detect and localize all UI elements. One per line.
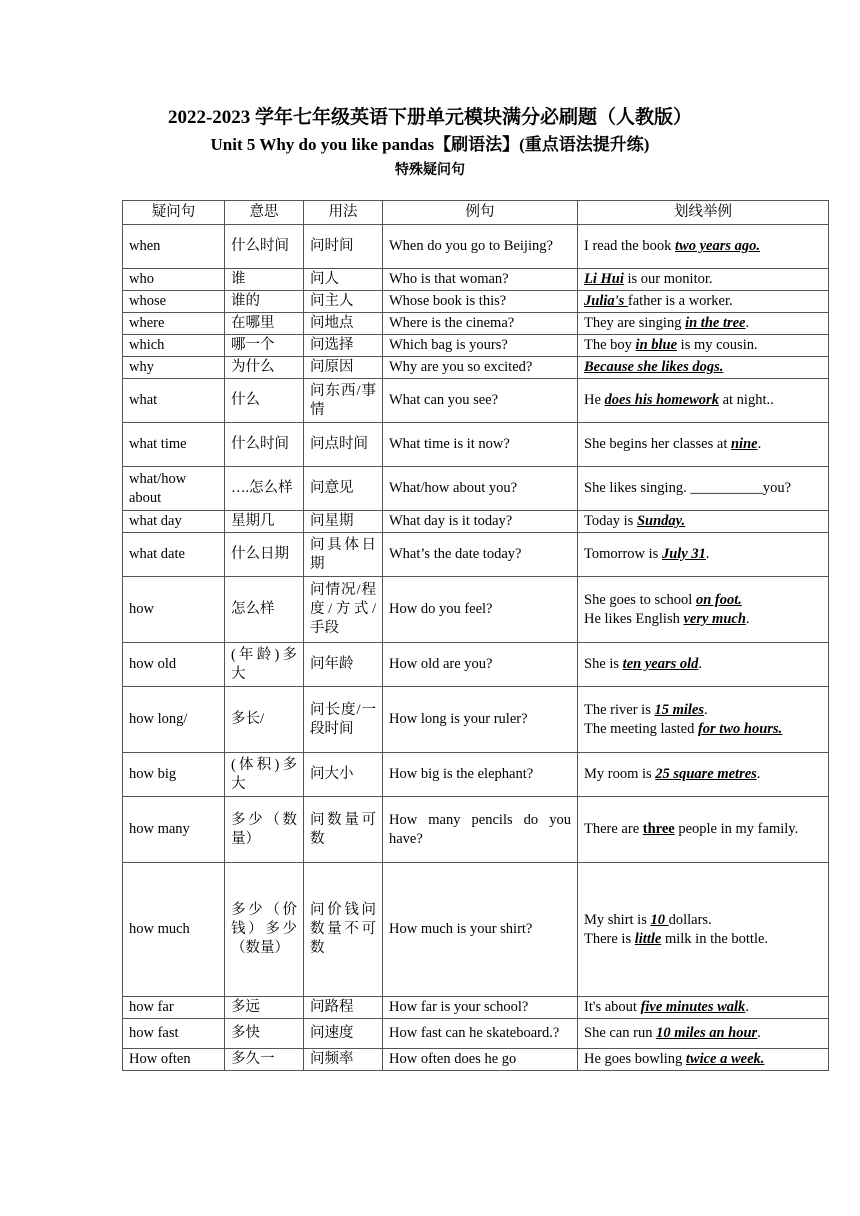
answer-blank: __________ — [690, 480, 763, 496]
usage-cell: 问数量可数 — [304, 797, 383, 863]
meaning-cell: (体积)多大 — [225, 753, 304, 797]
meaning-cell: 什么 — [225, 379, 304, 423]
meaning-cell: 多远 — [225, 997, 304, 1019]
underlined-phrase: Li Hui — [584, 271, 624, 287]
underlined-example-cell — [578, 269, 829, 291]
example-text: Tomorrow is — [584, 546, 662, 562]
question-word-cell: why — [123, 357, 225, 379]
question-word-cell: how fast — [123, 1019, 225, 1049]
table-row — [123, 997, 829, 1019]
column-header: 意思 — [225, 201, 304, 225]
underlined-example-cell — [578, 379, 829, 423]
example-text: . — [757, 436, 762, 452]
underlined-example-cell — [578, 335, 829, 357]
underlined-phrase: for two hours. — [697, 720, 783, 737]
usage-cell: 问大小 — [304, 753, 383, 797]
meaning-cell: 为什么 — [225, 357, 304, 379]
usage-cell: 问年龄 — [304, 643, 383, 687]
underlined-phrase: 25 square metres — [655, 766, 757, 782]
underlined-phrase: Sunday. — [636, 513, 686, 529]
underlined-example-cell — [578, 291, 829, 313]
example-text: She goes to school — [584, 591, 696, 608]
table-row — [123, 379, 829, 423]
usage-cell: 问具体日期 — [304, 533, 383, 577]
table-row — [123, 1049, 829, 1071]
example-text: They are singing — [584, 315, 686, 331]
underlined-phrase: in the tree — [685, 315, 746, 331]
example-sentence-cell: What time is it now? — [383, 423, 578, 467]
example-sentence-cell: What can you see? — [383, 379, 578, 423]
column-header: 例句 — [383, 201, 578, 225]
example-text: I read the book — [584, 238, 675, 254]
example-text: . — [698, 656, 703, 672]
example-text: . — [757, 1025, 761, 1041]
table-row — [123, 533, 829, 577]
example-text: He goes bowling — [584, 1051, 686, 1067]
underlined-example-cell — [578, 577, 829, 643]
example-text: milk in the bottle. — [661, 930, 769, 947]
underlined-phrase: two years ago. — [675, 238, 760, 254]
underlined-phrase: 15 miles — [654, 701, 705, 718]
usage-cell: 问星期 — [304, 511, 383, 533]
table-row — [123, 467, 829, 511]
meaning-cell: 星期几 — [225, 511, 304, 533]
example-text: . — [745, 999, 749, 1015]
example-sentence-cell: Why are you so excited? — [383, 357, 578, 379]
table-row — [123, 577, 829, 643]
example-text: . — [745, 610, 750, 627]
example-sentence-cell: How many pencils do you have? — [383, 797, 578, 863]
example-text: He likes English — [584, 610, 684, 627]
question-word-cell: who — [123, 269, 225, 291]
example-sentence-cell: How much is your shirt? — [383, 863, 578, 997]
underlined-example-cell — [578, 511, 829, 533]
table-row — [123, 291, 829, 313]
question-word-cell: how long/ — [123, 687, 225, 753]
underlined-example-cell — [578, 753, 829, 797]
question-word-cell: how far — [123, 997, 225, 1019]
underlined-phrase: in blue — [635, 337, 678, 353]
section-heading: 特殊疑问句 — [395, 162, 465, 178]
question-word-cell: what — [123, 379, 225, 423]
underlined-phrase: July 31 — [661, 546, 706, 562]
meaning-cell: 什么时间 — [225, 423, 304, 467]
example-text: It's about — [584, 999, 641, 1015]
example-text: He — [584, 392, 605, 408]
example-text: . — [756, 766, 761, 782]
usage-cell: 问速度 — [304, 1019, 383, 1049]
example-text: There is — [584, 930, 635, 947]
question-word-cell: how — [123, 577, 225, 643]
table-row — [123, 357, 829, 379]
underlined-example-cell — [578, 687, 829, 753]
usage-cell: 问选择 — [304, 335, 383, 357]
example-text: My room is — [584, 766, 656, 782]
example-text: you? — [762, 480, 792, 496]
meaning-cell: 谁的 — [225, 291, 304, 313]
usage-cell: 问原因 — [304, 357, 383, 379]
question-word-cell: How often — [123, 1049, 225, 1071]
example-text: is our monitor. — [623, 271, 713, 287]
underlined-example-cell — [578, 467, 829, 511]
table-row — [123, 511, 829, 533]
example-sentence-cell: What/how about you? — [383, 467, 578, 511]
example-sentence-cell: What’s the date today? — [383, 533, 578, 577]
table-row — [123, 269, 829, 291]
underlined-example-cell — [578, 313, 829, 335]
underlined-example-cell — [578, 533, 829, 577]
usage-cell: 问主人 — [304, 291, 383, 313]
usage-cell: 问路程 — [304, 997, 383, 1019]
underlined-phrase: does his homework — [604, 392, 719, 408]
underlined-phrase: ten years old — [622, 656, 699, 672]
example-sentence-cell: Whose book is this? — [383, 291, 578, 313]
question-word-cell: how much — [123, 863, 225, 997]
underlined-example-cell — [578, 863, 829, 997]
underlined-example-cell — [578, 225, 829, 269]
example-sentence-cell: How fast can he skateboard.? — [383, 1019, 578, 1049]
column-header: 用法 — [304, 201, 383, 225]
table-row — [123, 643, 829, 687]
underlined-phrase: twice a week. — [685, 1051, 765, 1067]
meaning-cell: 多久一 — [225, 1049, 304, 1071]
meaning-cell: 多长/ — [225, 687, 304, 753]
meaning-cell: 怎么样 — [225, 577, 304, 643]
example-sentence-cell: Who is that woman? — [383, 269, 578, 291]
example-sentence-cell: Which bag is yours? — [383, 335, 578, 357]
example-text: is my cousin. — [677, 337, 758, 353]
question-word-cell: how big — [123, 753, 225, 797]
example-text: She can run — [584, 1025, 657, 1041]
underlined-phrase: very much — [683, 610, 746, 627]
example-sentence-cell: When do you go to Beijing? — [383, 225, 578, 269]
question-word-cell: what date — [123, 533, 225, 577]
table-row — [123, 687, 829, 753]
question-word-cell: how old — [123, 643, 225, 687]
underlined-phrase: five minutes walk — [640, 999, 746, 1015]
table-header-row — [123, 201, 829, 225]
example-text: She likes singing. — [584, 480, 691, 496]
question-words-table — [122, 200, 829, 1071]
question-word-cell: what day — [123, 511, 225, 533]
meaning-cell: 什么日期 — [225, 533, 304, 577]
example-sentence-cell: How far is your school? — [383, 997, 578, 1019]
underlined-example-cell — [578, 423, 829, 467]
underlined-example-cell — [578, 1049, 829, 1071]
example-text: Today is — [584, 513, 637, 529]
example-text: There are — [584, 821, 643, 837]
example-sentence-cell: How often does he go — [383, 1049, 578, 1071]
question-word-cell: what/how about — [123, 467, 225, 511]
table-row — [123, 753, 829, 797]
example-text: She is — [584, 656, 623, 672]
meaning-cell: 多少（价钱）多少（数量） — [225, 863, 304, 997]
table-row — [123, 423, 829, 467]
example-text: dollars. — [668, 911, 712, 928]
meaning-cell: 多快 — [225, 1019, 304, 1049]
example-sentence-cell: How old are you? — [383, 643, 578, 687]
underlined-example-cell — [578, 997, 829, 1019]
usage-cell: 问地点 — [304, 313, 383, 335]
example-text: people in my family. — [674, 821, 799, 837]
meaning-cell: 哪一个 — [225, 335, 304, 357]
underlined-phrase: three — [642, 821, 675, 837]
document-subtitle: Unit 5 Why do you like pandas【刷语法】(重点语法提升练) — [210, 135, 650, 154]
underlined-phrase: nine — [730, 436, 758, 452]
question-word-cell: whose — [123, 291, 225, 313]
meaning-cell: 多少（数量） — [225, 797, 304, 863]
underlined-phrase: little — [634, 930, 662, 947]
underlined-phrase: on foot. — [695, 591, 742, 608]
question-word-cell: which — [123, 335, 225, 357]
example-text: at night.. — [718, 392, 774, 408]
underlined-phrase: Julia's — [584, 293, 628, 309]
example-sentence-cell: What day is it today? — [383, 511, 578, 533]
table-row — [123, 863, 829, 997]
usage-cell: 问情况/程度/方式/手段 — [304, 577, 383, 643]
example-text: . — [705, 546, 710, 562]
usage-cell: 问时间 — [304, 225, 383, 269]
column-header: 划线举例 — [578, 201, 829, 225]
underlined-example-cell — [578, 357, 829, 379]
example-text: . — [704, 701, 708, 718]
meaning-cell: ….怎么样 — [225, 467, 304, 511]
usage-cell: 问人 — [304, 269, 383, 291]
question-word-cell: where — [123, 313, 225, 335]
table-row — [123, 1019, 829, 1049]
usage-cell: 问意见 — [304, 467, 383, 511]
column-header: 疑问句 — [123, 201, 225, 225]
example-text: The meeting lasted — [584, 720, 698, 737]
table-row — [123, 797, 829, 863]
table-row — [123, 335, 829, 357]
example-text: . — [745, 315, 750, 331]
example-sentence-cell: How long is your ruler? — [383, 687, 578, 753]
underlined-phrase: 10 — [650, 911, 669, 928]
underlined-example-cell — [578, 1019, 829, 1049]
example-sentence-cell: How do you feel? — [383, 577, 578, 643]
document-title: 2022-2023 学年七年级英语下册单元模块满分必刷题（人教版） — [167, 107, 693, 128]
question-word-cell: what time — [123, 423, 225, 467]
meaning-cell: (年龄)多大 — [225, 643, 304, 687]
underlined-phrase: Because she likes dogs. — [584, 359, 724, 375]
example-sentence-cell: How big is the elephant? — [383, 753, 578, 797]
underlined-example-cell — [578, 797, 829, 863]
usage-cell: 问点时间 — [304, 423, 383, 467]
usage-cell: 问东西/事情 — [304, 379, 383, 423]
usage-cell: 问长度/一段时间 — [304, 687, 383, 753]
table-row — [123, 313, 829, 335]
meaning-cell: 什么时间 — [225, 225, 304, 269]
example-text: The boy — [584, 337, 636, 353]
example-text: My shirt is — [584, 911, 651, 928]
underlined-example-cell — [578, 643, 829, 687]
table-row — [123, 225, 829, 269]
example-text: She begins her classes at — [584, 436, 731, 452]
usage-cell: 问价钱问数量不可数 — [304, 863, 383, 997]
question-word-cell: how many — [123, 797, 225, 863]
example-sentence-cell: Where is the cinema? — [383, 313, 578, 335]
example-text: father is a worker. — [627, 293, 733, 309]
meaning-cell: 谁 — [225, 269, 304, 291]
example-text: The river is — [584, 701, 655, 718]
underlined-phrase: 10 miles an hour — [656, 1025, 758, 1041]
question-word-cell: when — [123, 225, 225, 269]
meaning-cell: 在哪里 — [225, 313, 304, 335]
usage-cell: 问频率 — [304, 1049, 383, 1071]
